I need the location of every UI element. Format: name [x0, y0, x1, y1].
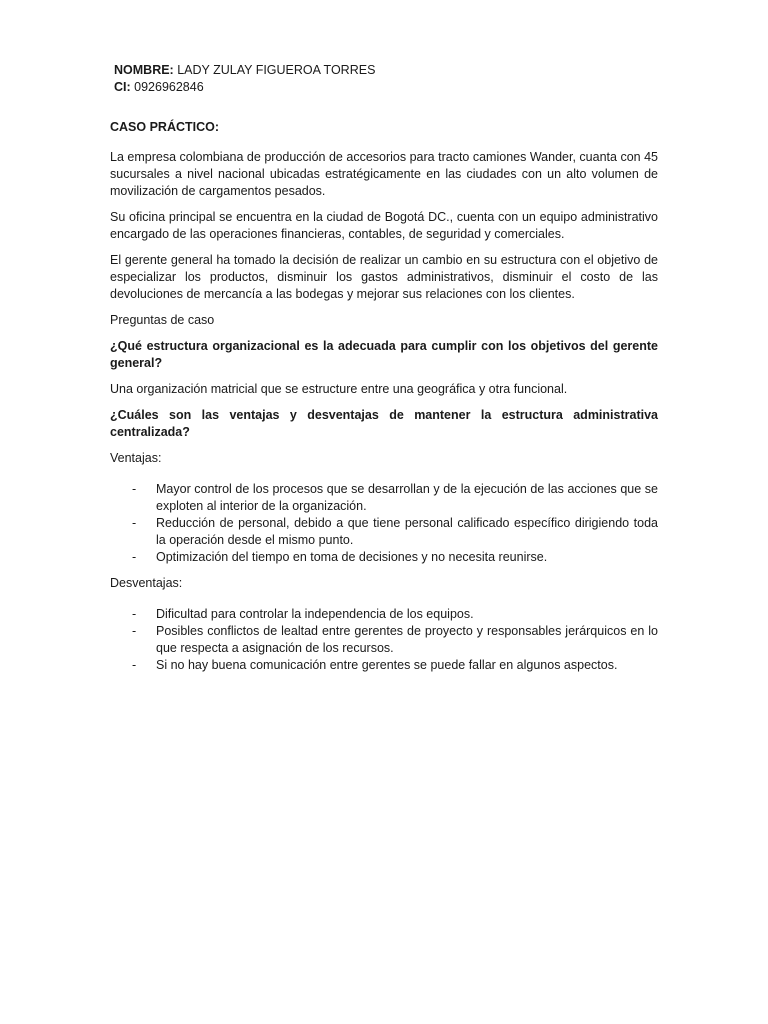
- question-2: ¿Cuáles son las ventajas y desventajas de mantener la estructura administrativa centralizada?: [110, 408, 658, 439]
- student-header: [114, 62, 658, 96]
- bullet-dash: -: [132, 516, 137, 530]
- list-item: [110, 515, 658, 549]
- name-line: [114, 62, 658, 79]
- desventajas-label: Desventajas:: [110, 576, 183, 590]
- bullet-dash: -: [132, 658, 137, 672]
- questions-label: Preguntas de caso: [110, 313, 215, 327]
- question-1: ¿Qué estructura organizacional es la adecuada para cumplir con los objetivos del gerente general?: [110, 339, 658, 370]
- list-item: [110, 657, 658, 674]
- name-label: NOMBRE:: [114, 63, 174, 77]
- ci-line: [114, 79, 658, 96]
- case-paragraph-3: El gerente general ha tomado la decisión de realizar un cambio en su estructura con el objetivo de especializar los productos, disminuir los gastos administrativos, disminuir el costo de las devoluciones de mercancía a las bodegas y mejorar sus relaciones con los clientes.: [110, 253, 658, 301]
- ci-label: CI:: [114, 80, 131, 94]
- case-heading: CASO PRÁCTICO:: [110, 120, 220, 134]
- answer-1: Una organización matricial que se estructure entre una geográfica y otra funcional.: [110, 382, 568, 396]
- name-value: LADY ZULAY FIGUEROA TORRES: [173, 63, 376, 77]
- list-item-text: Optimización del tiempo en toma de decisiones y no necesita reunirse.: [156, 550, 548, 564]
- ventajas-list: [110, 481, 658, 566]
- list-item-text: Posibles conflictos de lealtad entre gerentes de proyecto y responsables jerárquicos en lo que respecta a asignación de los recursos.: [156, 624, 658, 655]
- desventajas-list: [110, 606, 658, 674]
- bullet-dash: -: [132, 482, 137, 496]
- bullet-dash: -: [132, 624, 137, 638]
- list-item-text: Dificultad para controlar la independencia de los equipos.: [156, 607, 474, 621]
- ventajas-label: Ventajas:: [110, 451, 162, 465]
- bullet-dash: -: [132, 607, 137, 621]
- case-paragraph-2: Su oficina principal se encuentra en la ciudad de Bogotá DC., cuenta con un equipo administrativo encargado de las operaciones financieras, contables, de seguridad y comerciales.: [110, 210, 658, 241]
- list-item: [110, 623, 658, 657]
- case-paragraph-1: La empresa colombiana de producción de accesorios para tracto camiones Wander, cuanta con 45 sucursales a nivel nacional ubicadas estratégicamente en las ciudades con un alto volumen de movilización de cargamentos pesados.: [110, 150, 658, 198]
- list-item-text: Si no hay buena comunicación entre gerentes se puede fallar en algunos aspectos.: [156, 658, 618, 672]
- bullet-dash: -: [132, 550, 137, 564]
- list-item: [110, 481, 658, 515]
- list-item: [110, 606, 658, 623]
- list-item-text: Reducción de personal, debido a que tiene personal calificado específico dirigiendo toda la operación desde el mismo punto.: [156, 516, 658, 547]
- list-item: [110, 549, 658, 566]
- ci-value: 0926962846: [130, 80, 204, 94]
- list-item-text: Mayor control de los procesos que se desarrollan y de la ejecución de las acciones que se exploten al interior de la organización.: [156, 482, 658, 513]
